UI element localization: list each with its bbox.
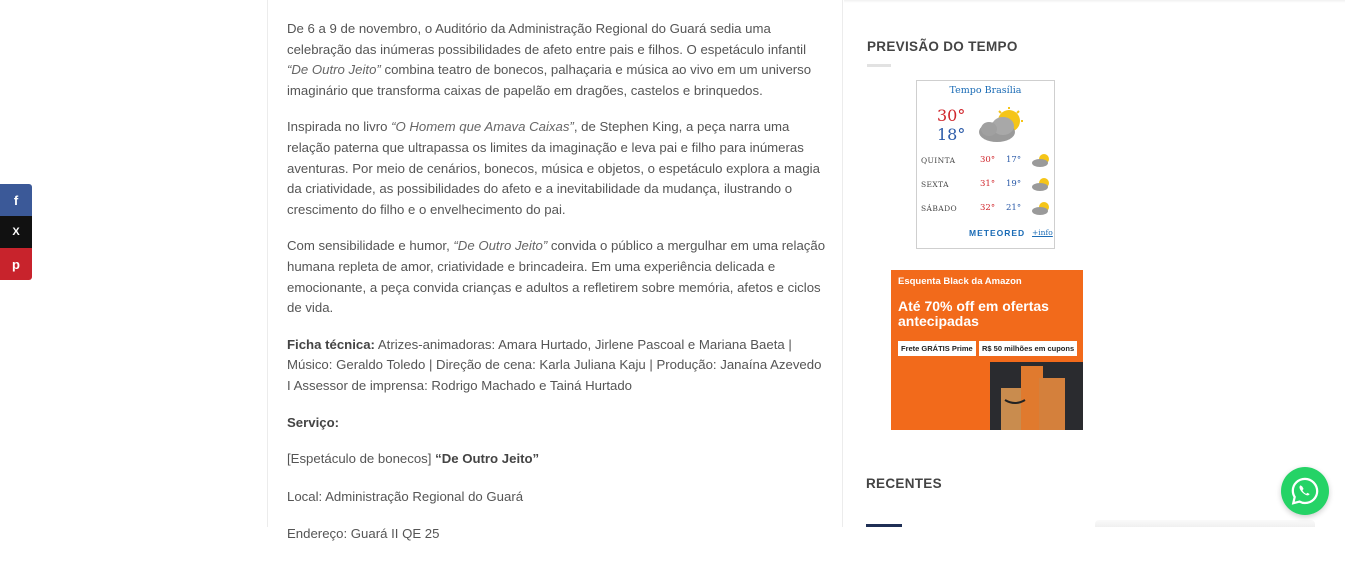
forecast-row: SEXTA 31° 19° [921,177,1052,193]
whatsapp-chat-button[interactable] [1281,467,1329,515]
weather-widget-header [867,39,1018,67]
footer-edge [1095,520,1315,527]
weather-widget[interactable] [916,80,1055,249]
show-title-italic: “De Outro Jeito” [453,238,548,254]
forecast-row: SÁBADO 32° 21° [921,201,1052,217]
facebook-share-button[interactable] [0,184,32,216]
facebook-icon: f [13,192,19,208]
forecast-row: QUINTA 30° 17° [921,153,1052,169]
ad-free-shipping-badge: Frete GRÁTIS Prime [898,341,976,356]
x-share-button[interactable] [0,216,32,248]
paragraph-inspiration: Inspirada no livro “O Homem que Amava Caixas”, de Stephen King, a peça narra uma relação paterna que ultrapassa os limites da imaginação e leva pai e filho para inúmeras aventuras. Por meio de cenários, bonecos, música e objetos, o espetáculo explora a magia da criatividade, as possibilidades do afeto e a inevitabilidade da mudança, ilustrando o crescimento do filho e o envelhecimento do pai. [287,119,820,217]
current-min-temp: 18° [937,125,966,144]
meteored-logo[interactable]: METEORED [969,228,1026,238]
partly-cloudy-icon [1031,153,1051,167]
show-title-italic: “De Outro Jeito” [287,62,381,78]
pinterest-icon: p [12,256,20,272]
weather-widget-title: PREVISÃO DO TEMPO [867,39,1018,54]
article-column [267,0,843,542]
service-label: Serviço: [287,414,340,430]
x-icon: X [12,226,20,238]
social-share-bar [0,184,32,280]
header-shadow [844,0,1345,3]
title-underline [867,64,891,67]
credits-label: Ficha técnica: [287,336,375,352]
article-body [287,19,827,561]
amazon-smile-icon [1003,398,1027,406]
partly-cloudy-icon [975,107,1027,143]
paragraph-service [287,413,827,434]
partly-cloudy-icon [1031,201,1051,215]
recent-widget-header [866,476,942,491]
partly-cloudy-icon [1031,177,1051,191]
paragraph-credits: Ficha técnica: Atrizes-animadoras: Amara Hurtado, Jirlene Pascoal e Mariana Baeta | Músico: Geraldo Toledo | Direção de cena: Karla Juliana Kaju | Produção: Janaína Azevedo I Assessor de imprensa: Rodrigo Machado e Tainá Hurtado [287,336,822,393]
pinterest-share-button[interactable] [0,248,32,280]
book-title-italic: “O Homem que Amava Caixas” [391,119,574,135]
ad-headline: Até 70% off em ofertas antecipadas [898,298,1049,329]
current-max-temp: 30° [937,106,966,125]
package-icon [1039,378,1065,430]
ad-top-text: Esquenta Black da Amazon [898,276,1022,287]
paragraph-show-name: [Espetáculo de bonecos] “De Outro Jeito” [287,451,540,467]
more-info-link[interactable]: +info [1032,228,1053,237]
paragraph-sensibility: Com sensibilidade e humor, “De Outro Jeito” convida o público a mergulhar em uma relação humana repleta de amor, criatividade e brincadeira. Em uma experiência delicada e emocionante, a peça convida crianças e adultos a refletirem sobre memória, afetos e ciclos de vida. [287,238,826,316]
paragraph-local: Local: Administração Regional do Guará [287,488,524,504]
recent-widget-title: RECENTES [866,476,942,491]
amazon-ad-banner[interactable] [891,270,1083,430]
paragraph-address: Endereço: Guará II QE 25 [287,526,440,542]
paragraph-intro: De 6 a 9 de novembro, o Auditório da Administração Regional do Guará sedia uma celebração das inúmeras possibilidades de afeto entre pais e filhos. O espetáculo infantil “De Outro Jeito” combina teatro de bonecos, palhaçaria e música ao vivo em um universo imaginário que transforma caixas de papelão em dragões, castelos e brinquedos. [287,21,812,98]
weather-city: Tempo Brasília [949,85,1022,96]
ad-coupons-badge: R$ 50 milhões em cupons [979,341,1077,356]
whatsapp-icon [1290,476,1320,506]
